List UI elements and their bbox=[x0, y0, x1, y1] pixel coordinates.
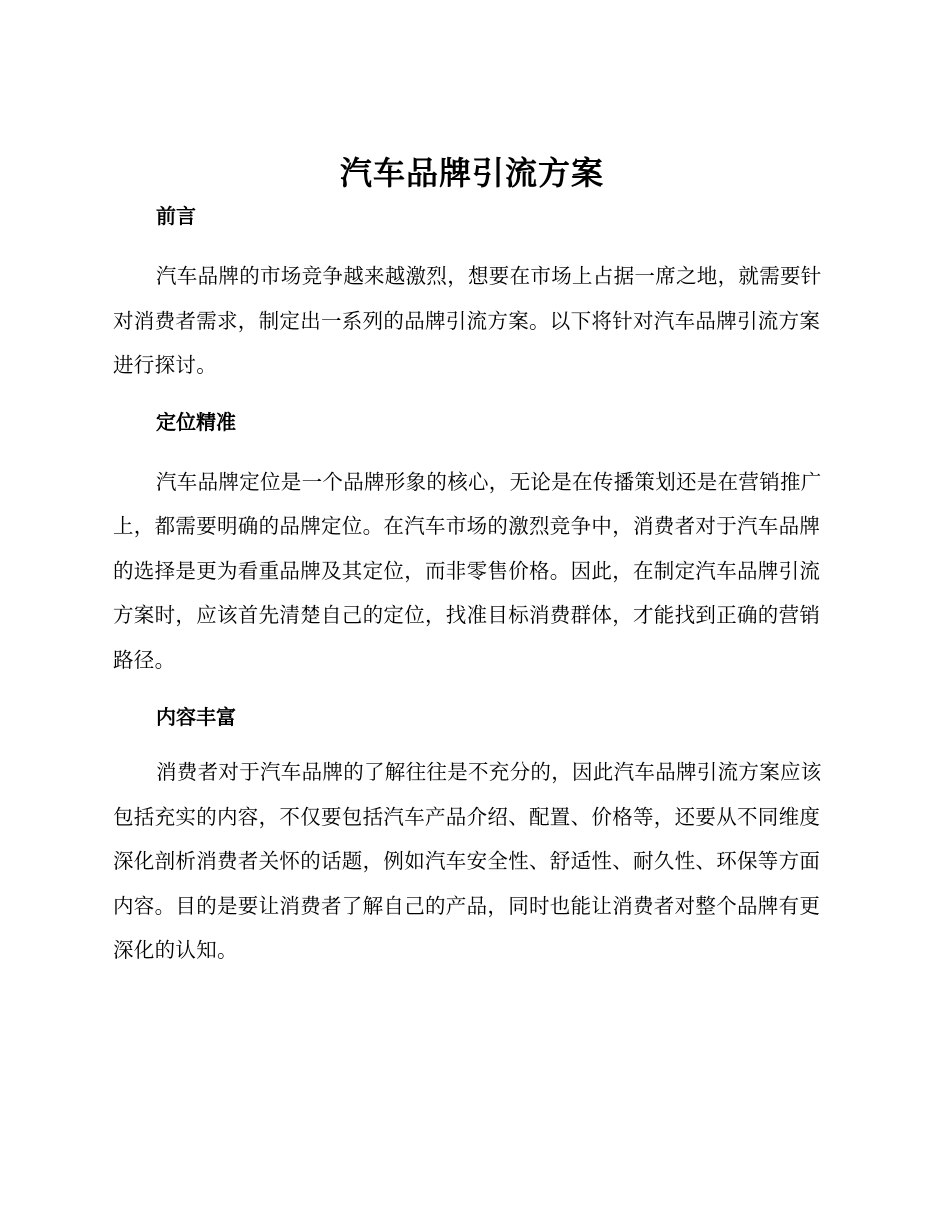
document-page bbox=[113, 150, 831, 973]
section-paragraph-intro: 汽车品牌的市场竞争越来越激烈，想要在市场上占据一席之地，就需要针对消费者需求，制定出一系列的品牌引流方案。以下将针对汽车品牌引流方案进行探讨。 bbox=[113, 264, 822, 377]
section-heading-positioning: 定位精准 bbox=[156, 409, 236, 434]
section-paragraph-positioning: 汽车品牌定位是一个品牌形象的核心，无论是在传播策划还是在营销推广上，都需要明确的品牌定位。在汽车市场的激烈竞争中，消费者对于汽车品牌的选择是更为看重品牌及其定位，而非零售价格。因此，在制定汽车品牌引流方案时，应该首先清楚自己的定位，找准目标消费群体，才能找到正确的营销路径。 bbox=[113, 469, 822, 672]
section-heading-content: 内容丰富 bbox=[156, 705, 236, 729]
section-paragraph-content: 消费者对于汽车品牌的了解往往是不充分的，因此汽车品牌引流方案应该包括充实的内容，不仅要包括汽车产品介绍、配置、价格等，还要从不同维度深化剖析消费者关怀的话题，例如汽车安全性、舒适性、耐久性、环保等方面内容。目的是要让消费者了解自己的产品，同时也能让消费者对整个品牌有更深化的认知。 bbox=[113, 760, 822, 962]
section-heading-intro: 前言 bbox=[156, 204, 196, 228]
document-title: 汽车品牌引流方案 bbox=[339, 154, 604, 192]
